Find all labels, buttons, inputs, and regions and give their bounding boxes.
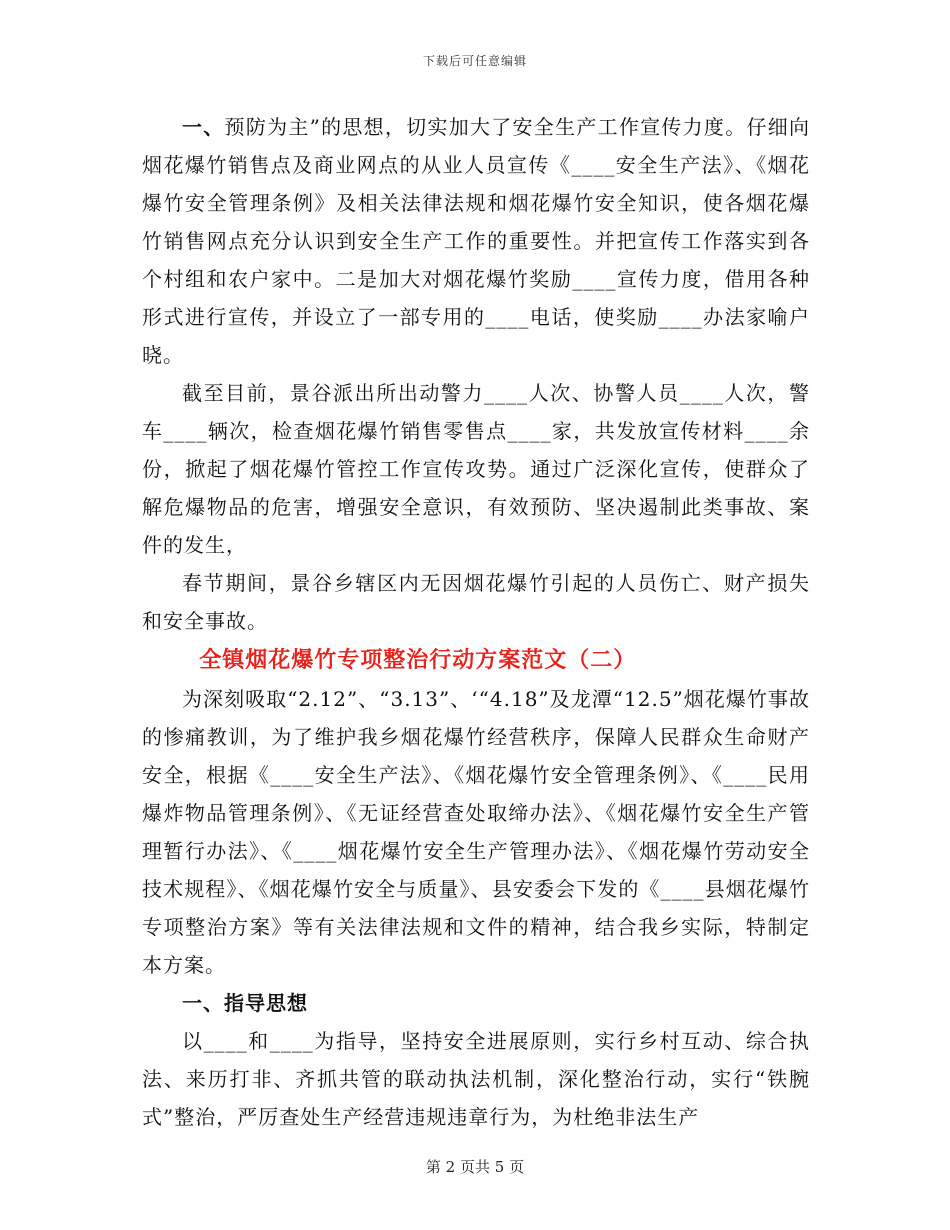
paragraph-2: 截至目前，景谷派出所出动警力____人次、协警人员____人次，警车____辆次，检查烟花爆竹销售零售点____家，共发放宣传材料____余份，掀起了烟花爆竹管控工作宣传攻势。通过广泛深化宣传，使群众了解危爆物品的危害，增强安全意识，有效预防、坚决遏制此类事故、案件的发生， (142, 381, 810, 557)
guiding-thought-title: 一、指导思想 (182, 991, 308, 1015)
document-body (142, 108, 810, 1136)
paragraph-1-lead: 一、 (182, 115, 225, 139)
section-heading: 全镇烟花爆竹专项整治行动方案范文（二） (199, 647, 637, 673)
paragraph-5: 以____和____为指导，坚持安全进展原则，实行乡村互动、综合执法、来历打非、齐抓共管的联动执法机制，深化整治行动，实行“铁腕式”整治，严厉查处生产经营违规违章行为，为杜绝非法生产 (142, 1029, 810, 1129)
paragraph-1-text: 预防为主”的思想，切实加大了安全生产工作宣传力度。仔细向烟花爆竹销售点及商业网点的从业人员宣传《____安全生产法》、《烟花爆竹安全管理条例》及相关法律法规和烟花爆竹安全知识，使各烟花爆竹销售网点充分认识到安全生产工作的重要性。并把宣传工作落实到各个村组和农户家中。二是加大对烟花爆竹奖励____宣传力度，借用各种形式进行宣传，并设立了一部专用的____电话，使奖励____办法家喻户晓。 (142, 115, 811, 367)
page-header-note: 下载后可任意编辑 (422, 54, 527, 68)
paragraph-1 (142, 108, 810, 374)
page-number: 第 2 页共 5 页 (425, 1158, 525, 1176)
paragraph-4: 为深刻吸取“2.12”、“3.13”、‘“4.18”及龙潭“12.5”烟花爆竹事故的惨痛教训，为了维护我乡烟花爆竹经营秩序，保障人民群众生命财产安全，根据《____安全生产法》、《烟花爆竹安全管理条例》、《____民用爆炸物品管理条例》、《无证经营查处取缔办法》、《烟花爆竹安全生产管理暂行办法》、《____烟花爆竹安全生产管理办法》、《烟花爆竹劳动安全技术规程》、《烟花爆竹安全与质量》、县安委会下发的《____县烟花爆竹专项整治方案》等有关法律法规和文件的精神，结合我乡实际，特制定本方案。 (142, 687, 810, 977)
paragraph-3: 春节期间，景谷乡辖区内无因烟花爆竹引起的人员伤亡、财产损失和安全事故。 (142, 571, 810, 633)
